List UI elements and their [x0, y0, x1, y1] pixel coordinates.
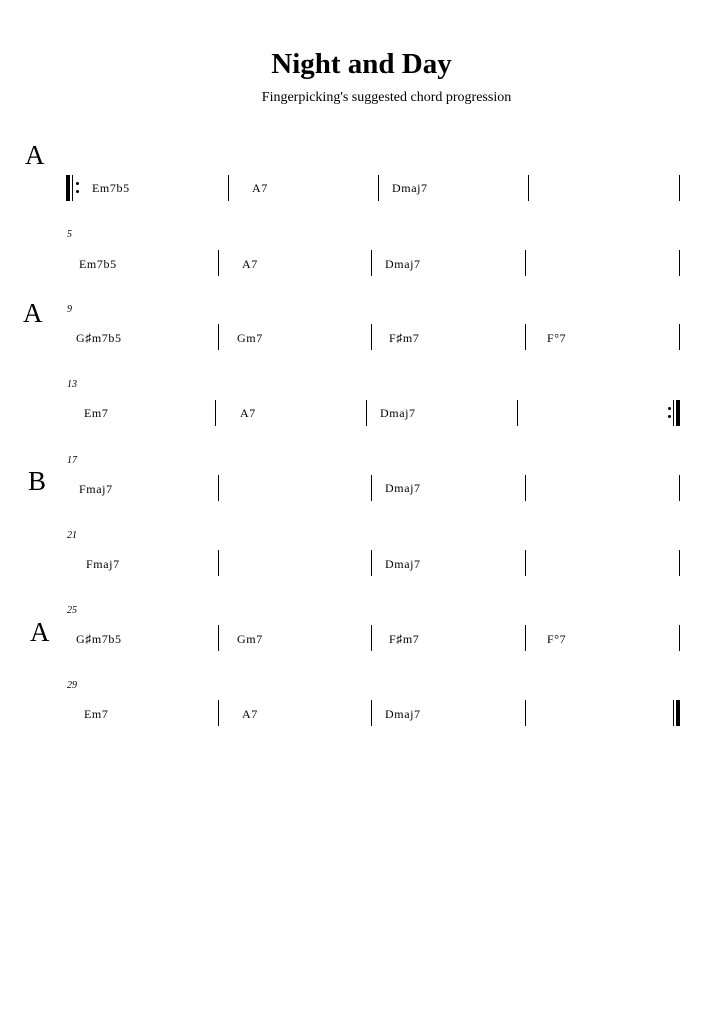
chord: G♯m7b5: [76, 331, 122, 345]
section-label-b: B: [28, 466, 47, 496]
barline: [218, 324, 219, 350]
barline: [679, 250, 680, 276]
chord: Fmaj7: [79, 482, 113, 496]
chord: F♯m7: [389, 632, 420, 646]
barline: [525, 250, 526, 276]
chord: Em7: [84, 707, 109, 721]
chord: G♯m7b5: [76, 632, 122, 646]
barline: [525, 324, 526, 350]
chord: Em7: [84, 406, 109, 420]
chord: A7: [252, 181, 268, 195]
barline: [371, 625, 372, 651]
chord: A7: [240, 406, 256, 420]
barline: [218, 250, 219, 276]
barline: [371, 324, 372, 350]
barline: [218, 550, 219, 576]
barline: [366, 400, 367, 426]
barline: [679, 324, 680, 350]
barline: [525, 550, 526, 576]
chord: Dmaj7: [392, 181, 428, 195]
bar-number: 25: [67, 605, 77, 616]
chord: Dmaj7: [385, 557, 421, 571]
barline: [679, 175, 680, 201]
chord: Gm7: [237, 331, 263, 345]
chord: Dmaj7: [385, 481, 421, 495]
barline: [528, 175, 529, 201]
bar-number: 13: [67, 379, 77, 390]
barline: [679, 475, 680, 501]
barline: [228, 175, 229, 201]
song-title: Night and Day: [271, 48, 452, 80]
bar-number: 9: [67, 304, 72, 315]
section-label-a3: A: [30, 617, 50, 647]
chord: Gm7: [237, 632, 263, 646]
barline: [371, 550, 372, 576]
barline: [378, 175, 379, 201]
bar-number: 5: [67, 229, 72, 240]
chord: Em7b5: [79, 257, 117, 271]
chord: Em7b5: [92, 181, 130, 195]
chord: A7: [242, 707, 258, 721]
barline: [517, 400, 518, 426]
barline: [525, 475, 526, 501]
barline: [371, 250, 372, 276]
barline: [679, 550, 680, 576]
section-label-a2: A: [23, 298, 43, 328]
barline: [371, 700, 372, 726]
chord: Dmaj7: [385, 707, 421, 721]
chord: A7: [242, 257, 258, 271]
barline: [525, 700, 526, 726]
barline: [218, 475, 219, 501]
song-subtitle: Fingerpicking's suggested chord progression: [261, 90, 512, 105]
chord: Dmaj7: [380, 406, 416, 420]
barline: [218, 700, 219, 726]
chord: F♯m7: [389, 331, 420, 345]
barline: [679, 625, 680, 651]
chord: Fmaj7: [86, 557, 120, 571]
barline: [218, 625, 219, 651]
barline: [371, 475, 372, 501]
chord: Dmaj7: [385, 257, 421, 271]
bar-number: 29: [67, 680, 77, 691]
barline: [215, 400, 216, 426]
barline: [525, 625, 526, 651]
chord: F°7: [547, 632, 567, 646]
chord: F°7: [547, 331, 567, 345]
section-label-a1: A: [25, 140, 45, 170]
bar-number: 21: [67, 530, 77, 541]
bar-number: 17: [67, 455, 77, 466]
